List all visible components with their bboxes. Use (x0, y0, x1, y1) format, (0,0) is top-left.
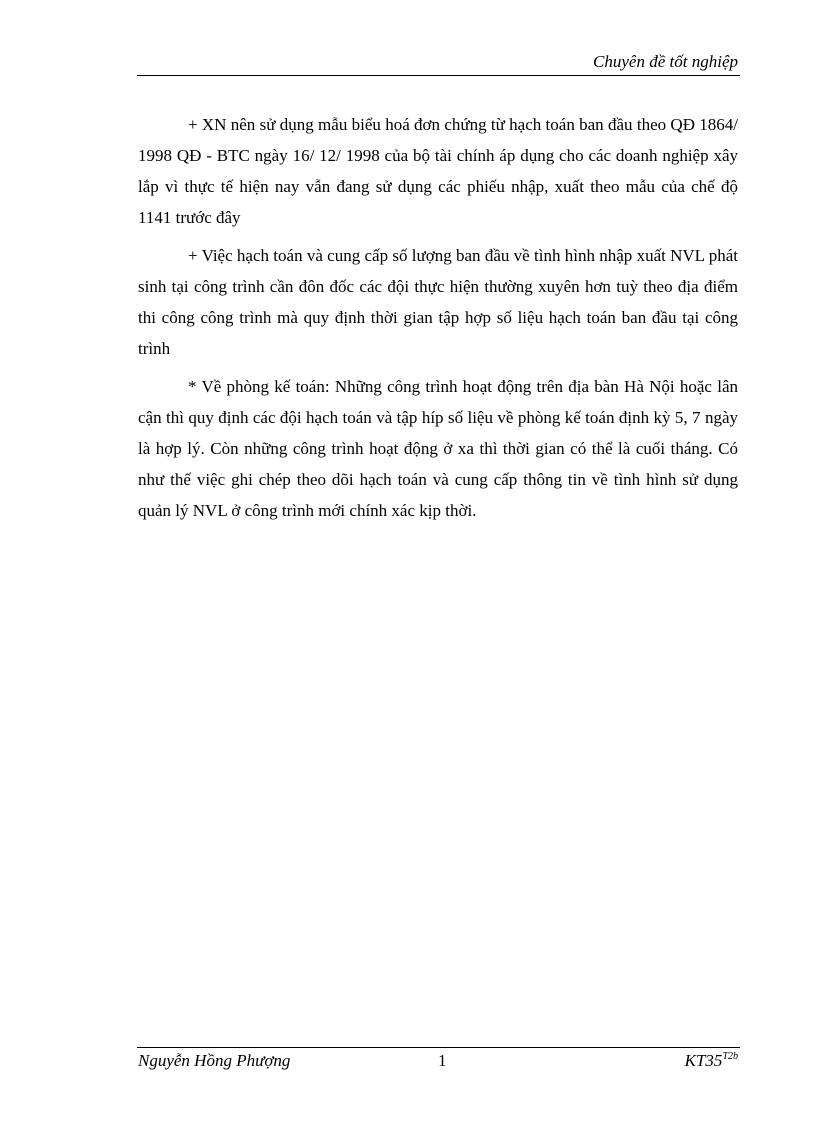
page-number: 1 (438, 1051, 447, 1070)
header-title: Chuyên đề tốt nghiệp (593, 52, 738, 71)
header-divider (137, 75, 740, 76)
class-code-main: KT35 (684, 1051, 723, 1070)
footer-divider (137, 1047, 740, 1048)
paragraph-accounting-department: * Về phòng kế toán: Những công trình hoạt động trên địa bàn Hà Nội hoặc lân cận thì quy định các đội hạch toán và tập híp số liệu về phòng kế toán định kỳ 5, 7 ngày là hợp lý. Còn những công trình hoạt động ở xa thì thời gian có thể là cuối tháng. Có như thế việc ghi chép theo dõi hạch toán và cung cấp thông tin về tình hình sử dụng quản lý NVL ở công trình mới chính xác kịp thời. (138, 377, 738, 520)
paragraph-material-accounting: + Việc hạch toán và cung cấp số lượng ban đầu về tình hình nhập xuất NVL phát sinh tại công trình cần đôn đốc các đội thực hiện thường xuyên hơn tuỳ theo địa điểm thi công công trình mà quy định thời gian tập hợp số liệu hạch toán ban đầu tại công trình (138, 246, 738, 358)
document-body (138, 109, 738, 533)
class-code-superscript: T2b (722, 1051, 738, 1062)
footer-author: Nguyễn Hồng Phượng (138, 1051, 291, 1070)
paragraph-form-recommendation: + XN nên sử dụng mẫu biểu hoá đơn chứng từ hạch toán ban đầu theo QĐ 1864/ 1998 QĐ - BTC ngày 16/ 12/ 1998 của bộ tài chính áp dụng cho các doanh nghiệp xây lắp vì thực tế hiện nay vẫn đang sử dụng các phiếu nhập, xuất theo mẫu của chế độ 1141 trước đây (138, 115, 738, 227)
footer-class-code (685, 1051, 738, 1071)
